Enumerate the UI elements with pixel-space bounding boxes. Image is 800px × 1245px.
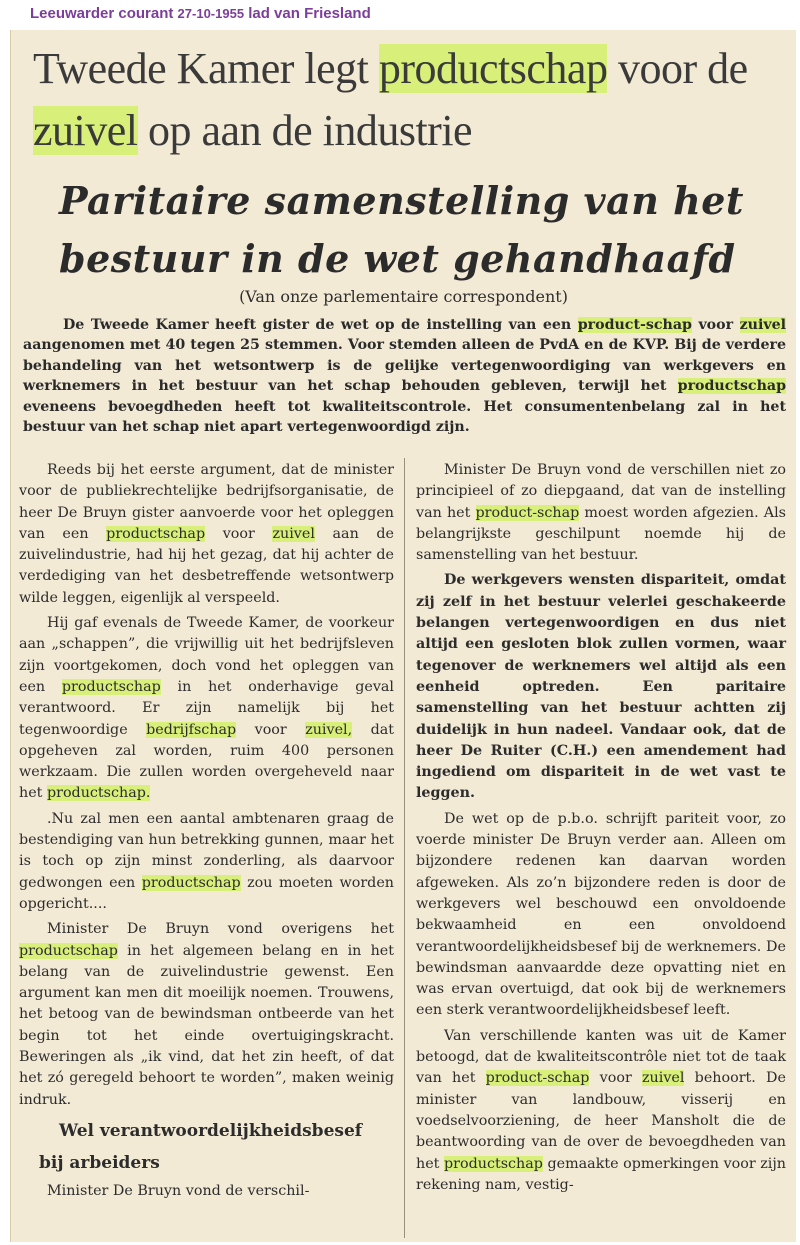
highlight: bedrijfschap: [146, 721, 237, 738]
highlight: product-schap: [577, 317, 692, 333]
subheadline: Paritaire samenstelling van het bestuur in de wet gehandhaafd: [59, 178, 744, 281]
newspaper-clipping: [10, 30, 796, 1242]
column-divider: [404, 458, 405, 1238]
highlight: zuivel: [33, 106, 138, 155]
source-region: lad van Friesland: [248, 5, 371, 22]
highlight: zuivel: [739, 317, 787, 333]
paragraph: .Nu zal men een aantal ambtenaren graag de bestendiging van hun betrekking gunnen, maar het is toch op zijn minst zonderling, als daarvoor gedwongen een productschap zou moeten worden opgericht....: [19, 810, 394, 912]
highlight: zuivel: [642, 1070, 685, 1087]
highlight: productschap: [19, 942, 118, 959]
lead-paragraph: De Tweede Kamer heeft gister de wet op de instelling van een product-schap voor zuivel aangenomen met 40 tegen 25 stemmen. Voor stemden alleen de PvdA en de KVP. Bij de verdere behandeling van het wetsontwerp is de gelijke vertegenwoordiging van werkgevers en werknemers in het bestuur van het schap behouden gebleven, terwijl het productschap eveneens bevoegdheden heeft tot kwaliteitscontrole. Het consumentenbelang zal in het bestuur van het schap niet apart vertegenwoordigd zijn.: [23, 317, 787, 436]
highlight: productschap: [677, 378, 786, 395]
source-bar: [0, 0, 800, 30]
highlight: productschap.: [46, 785, 151, 802]
source-date: 27-10-1955: [177, 6, 245, 21]
column-left: [19, 460, 394, 1206]
column-right: [416, 460, 786, 1200]
highlight: zuivel: [272, 525, 315, 542]
paragraph: De werkgevers wensten dispariteit, omdat zij zelf in het bestuur velerlei geschakeerde belangen vertegenwoordigen en dus niet altijd een gesloten blok zullen vormen, waar tegenover de werknemers wel altijd als een eenheid optreden. Een paritaire samenstelling van het bestuur achtten zij duidelijk in hun nadeel. Vandaar ook, dat de heer De Ruiter (C.H.) een amendement had ingediend om dispariteit in de wet vast te leggen.: [416, 572, 786, 802]
paragraph: Minister De Bruyn vond de verschil-: [47, 1182, 310, 1199]
highlight: productschap: [141, 874, 241, 891]
intertitle: bij arbeiders: [39, 1152, 160, 1173]
highlight: productschap: [61, 678, 161, 695]
paragraph: Hij gaf evenals de Tweede Kamer, de voorkeur aan „schappen”, die vrijwillig uit het bedrijfsleven zijn voortgekomen, doch vond het opleggen van een productschap in het onderhavige geval verantwoord. Er zijn namelijk bij het tegenwoordige bedrijfschap voor zuivel, dat opgeheven zal worden, ruim 400 personen werkzaam. Die zullen worden overgeheveld naar het productschap.: [19, 615, 395, 802]
paragraph: De wet op de p.b.o. schrijft pariteit voor, zo voerde minister De Bruyn verder aan. Alleen om bijzondere redenen kan daarvan worden afgeweken. Als zo’n bijzondere reden is door de werkgevers wel beschouwd een onvoldoende bekwaamheid en een onvoldoend verantwoordelijkheidsbesef bij de werknemers. De bewindsman aanvaardde deze opvatting niet en was ervan overtuigd, dat ook bij de werknemers een sterk verantwoordelijkheidsbesef leeft.: [416, 810, 786, 1019]
intertitle: Wel verantwoordelijkheidsbesef: [59, 1120, 363, 1141]
highlight: zuivel,: [305, 721, 353, 738]
paragraph: Reeds bij het eerste argument, dat de minister voor de publiekrechtelijke bedrijfsorganisatie, de heer De Bruyn gister aanvoerde voor het opleggen van een productschap voor zuivel aan de zuivelindustrie, had hij het gezag, dat hij achter de verdediging van het desbetreffende wetsontwerp wilde leggen, eigenlijk al verspeeld.: [19, 462, 394, 606]
paragraph: Minister De Bruyn vond overigens het productschap in het algemeen belang en in het belang van de zuivelindustrie gewenst. Een argument kan men dit moeilijk noemen. Trouwens, het betoog van de bewindsman ontbeerde van het begin tot het einde overtuigingskracht. Beweringen als „ik vind, dat het zin heeft, of dat het zó geregeld behoort te worden”, maken weinig indruk.: [19, 921, 394, 1108]
highlight: productschap: [106, 525, 206, 542]
headline: Tweede Kamer legt productschap voor de zuivel op aan de industrie: [33, 44, 748, 155]
highlight: product-schap: [475, 504, 580, 521]
highlight: product-schap: [485, 1070, 590, 1087]
highlight: productschap: [378, 44, 608, 93]
highlight: productschap: [443, 1155, 543, 1172]
paragraph: Van verschillende kanten was uit de Kamer betoogd, dat de kwaliteitscontrôle niet tot de taak van het product-schap voor zuivel behoort. De minister van landbouw, visserij en voedselvoorziening, de heer Mansholt die de beantwoording van de over de bevoegdheden van het productschap gemaakte opmerkingen voor zijn rekening nam, vestig-: [416, 1027, 786, 1193]
byline: (Van onze parlementaire correspondent): [239, 287, 568, 306]
source-paper: Leeuwarder courant: [30, 5, 174, 22]
paragraph: Minister De Bruyn vond de verschillen niet zo principieel of zo diepgaand, dat van de instelling van het product-schap moest worden afgezien. Als belangrijkste geschilpunt noemde hij de samenstelling van het bestuur.: [416, 462, 786, 564]
